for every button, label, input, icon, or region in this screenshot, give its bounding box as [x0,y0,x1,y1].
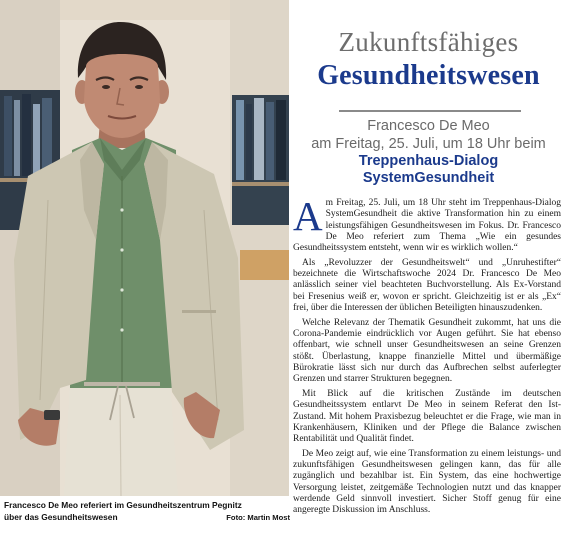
subheading-series: SystemGesundheit [362,170,495,186]
caption-line-1: Francesco De Meo referiert im Gesundheitszentrum Pegnitz [4,500,242,510]
article-body [293,193,561,520]
subheading [290,117,567,187]
subheading-speaker: Francesco De Meo [367,118,490,134]
subheading-event: Treppenhaus-Dialog [358,153,499,169]
article-paragraph: De Meo zeigt auf, wie eine Transformation zu einem leistungs- und zukunftsfähigen Gesundheitswesen gelingen kann, das für alle zugänglich und bezahlbar ist. Ein System, das eine hochwertige Versorgung leistet, zeitgemäße Technologien nutzt und das knapper werdende Geld sinnvoll investiert. Sicher Stoff genug für eine angeregte Diskussion im Anschluss. [293,448,561,516]
article-paragraph: Als „Revoluzzer der Gesundheitswelt“ und „Unruhestifter“ bezeichnete die Wirtschaftswoche 2024 Dr. Francesco De Meo anlässlich seiner viel beachteten Buchvorstellung. Als Ex-Vorstand bei Fresenius weiß er, wovon er spricht. Gleichzeitig ist er als „Ex“ frei, über die Interessen der üblichen Beteiligten hinauszudenken. [293,257,561,314]
article-paragraph-text: m Freitag, 25. Juli, um 18 Uhr steht im Treppenhaus-Dialog SystemGesundheit die aktive Transformation hin zu einem leistungsfähigen Gesundheitswesen im Fokus. Dr. Francesco De Meo referiert zum Thema „Wie ein gesundes Gesundheitssystem entsteht, wenn wir es wirklich wollen.“ [293,198,561,254]
article-paragraph [293,193,561,254]
caption-line-2: über das Gesundheitswesen [4,512,118,522]
photo-caption [4,499,290,524]
subheading-date: am Freitag, 25. Juli, um 18 Uhr beim [311,136,546,152]
headline: Gesundheitswesen [317,60,540,91]
kicker: Zukunftsfähiges [338,27,519,57]
portrait-photo [0,0,289,496]
drop-cap: A [293,193,323,239]
photo-credit: Foto: Martin Most [226,513,290,522]
article-header [290,26,567,93]
portrait-illustration [0,0,289,496]
header-divider [339,110,521,112]
article-paragraph: Welche Relevanz der Thematik Gesundheit zukommt, hat uns die Corona-Pandemie eindrücklich vor Augen geführt. Sie hat ebenso offenbart, wie schnell unser Gesundheitswesen an seine Grenzen stößt. Überlastung, knappe finanzielle Mittel und übermäßige Bürokratie lässt sich nur durch das Aufbrechen selbst auferlegter Grenzen und starrer Strukturen begegnen. [293,317,561,385]
article-paragraph: Mit Blick auf die kritischen Zustände im deutschen Gesundheitssystem entlarvt De Meo in seinem Referat den Ist-Zustand. Mit hohem Praxisbezug beleuchtet er die Frage, wie man in Krankenhäusern, Kliniken und der Pflege die Balance zwischen Rentabilität und Qualität findet. [293,388,561,445]
